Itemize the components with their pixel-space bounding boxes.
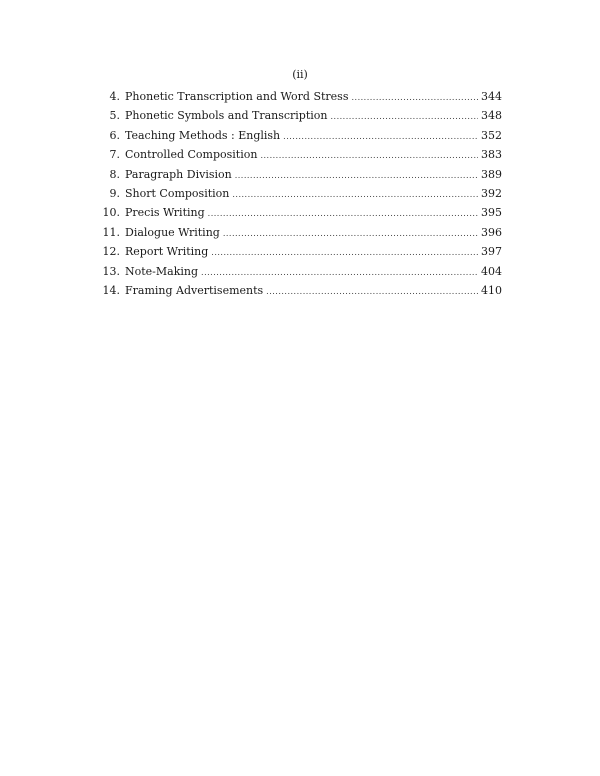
toc-entry — [98, 109, 502, 128]
entry-title: Short Composition — [125, 186, 230, 200]
dot-leader — [260, 151, 478, 160]
dot-leader — [208, 209, 478, 218]
entry-page: 348 — [481, 109, 502, 123]
entry-title: Note-Making — [125, 264, 199, 278]
entry-page: 410 — [481, 283, 502, 297]
toc-entry — [98, 187, 502, 206]
entry-title: Dialogue Writing — [125, 225, 220, 239]
entry-title: Phonetic Symbols and Transcription — [125, 109, 328, 123]
entry-page: 392 — [481, 186, 502, 200]
entry-number: 14. — [102, 283, 120, 297]
entry-page: 383 — [481, 148, 502, 162]
dot-leader — [266, 287, 478, 296]
dot-leader — [201, 268, 478, 277]
entry-number: 6. — [109, 128, 120, 142]
toc-entry — [98, 284, 502, 303]
table-of-contents — [98, 90, 502, 303]
dot-leader — [232, 190, 478, 199]
dot-leader — [331, 112, 479, 121]
toc-entry — [98, 226, 502, 245]
entry-number: 11. — [102, 225, 120, 239]
toc-entry — [98, 148, 502, 167]
dot-leader — [211, 248, 478, 257]
entry-number: 9. — [109, 186, 120, 200]
dot-leader — [235, 171, 478, 180]
toc-entry — [98, 206, 502, 225]
toc-entry — [98, 90, 502, 109]
toc-entry — [98, 168, 502, 187]
entry-page: 352 — [481, 128, 502, 142]
toc-entry — [98, 245, 502, 264]
entry-number: 8. — [109, 167, 120, 181]
entry-page: 389 — [481, 167, 502, 181]
entry-number: 5. — [109, 109, 120, 123]
entry-page: 397 — [481, 245, 502, 259]
page-number: (ii) — [292, 68, 308, 81]
entry-title: Precis Writing — [125, 206, 205, 220]
entry-title: Phonetic Transcription and Word Stress — [125, 90, 349, 103]
entry-page: 396 — [481, 225, 502, 239]
entry-page: 344 — [481, 90, 502, 103]
entry-number: 4. — [109, 90, 120, 103]
dot-leader — [351, 93, 478, 102]
entry-title: Teaching Methods : English — [125, 128, 281, 142]
dot-leader — [223, 229, 478, 238]
toc-entry — [98, 265, 502, 284]
entry-number: 12. — [102, 245, 120, 259]
entry-title: Report Writing — [125, 245, 209, 259]
entry-number: 10. — [102, 206, 120, 220]
entry-title: Controlled Composition — [125, 148, 258, 162]
entry-page: 404 — [481, 264, 502, 278]
toc-entry — [98, 129, 502, 148]
entry-number: 7. — [109, 148, 120, 162]
entry-number: 13. — [102, 264, 120, 278]
dot-leader — [283, 132, 478, 141]
entry-title: Paragraph Division — [125, 167, 232, 181]
entry-title: Framing Advertisements — [125, 283, 264, 297]
entry-page: 395 — [481, 206, 502, 220]
